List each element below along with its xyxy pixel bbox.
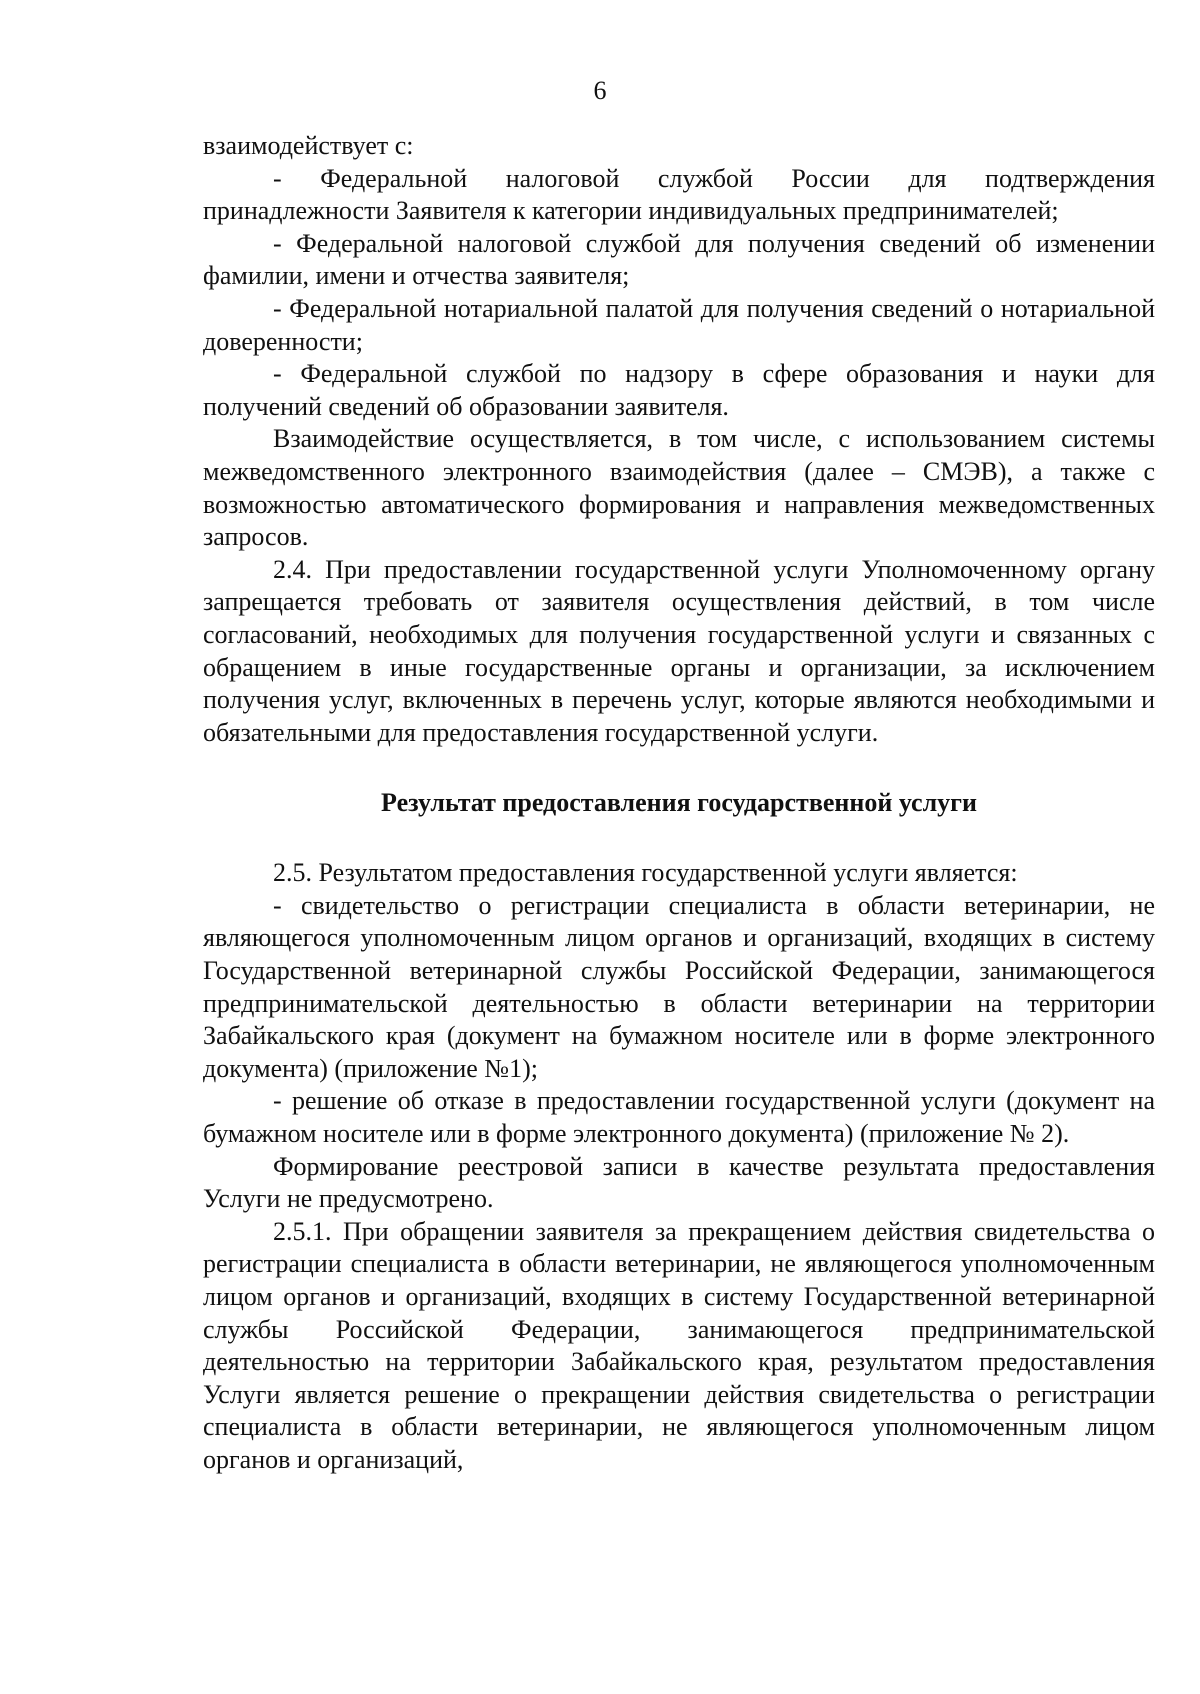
- list-item-education-service: - Федеральной службой по надзору в сфере образования и науки для получений сведений об образовании заявителя.: [203, 359, 1155, 421]
- list-item-certificate: - свидетельство о регистрации специалиста в области ветеринарии, не являющегося уполномоченным лицом органов и организаций, входящих в систему Государственной ветеринарной службы Российской Федерации, занимающегося предпринимательской деятельностью в области ветеринарии на территории Забайкальского края (документ на бумажном носителе или в форме электронного документа) (приложение №1);: [203, 890, 1155, 1083]
- list-item-fns-name-change: - Федеральной налоговой службой для получения сведений об изменении фамилии, имени и отчества заявителя;: [203, 228, 1155, 291]
- list-item-refusal: - решение об отказе в предоставлении государственной услуги (документ на бумажном носителе или в форме электронного документа) (приложение № 2).: [203, 1086, 1155, 1149]
- paragraph-continuation: взаимодействует с:: [203, 131, 414, 160]
- paragraph-registry-record: Формирование реестровой записи в качестве результата предоставления Услуги не предусмотрено.: [203, 1151, 1155, 1214]
- page-number: 6: [593, 76, 607, 105]
- section-heading: Результат предоставления государственной услуги: [381, 788, 977, 818]
- list-item-fns-russia: - Федеральной налоговой службой России для подтверждения принадлежности Заявителя к категории индивидуальных предпринимателей;: [203, 163, 1155, 226]
- paragraph-2-4: 2.4. При предоставлении государственной услуги Уполномоченному органу запрещается требовать от заявителя осуществления действий, в том числе согласований, необходимых для получения государственной услуги и связанных с обращением в иные государственные органы и организации, за исключением получения услуг, включенных в перечень услуг, которые являются необходимыми и обязательными для предоставления государственной услуги.: [203, 554, 1155, 747]
- paragraph-smev: Взаимодействие осуществляется, в том числе, с использованием системы межведомственного электронного взаимодействия (далее – СМЭВ), а также с возможностью автоматического формирования и направления межведомственных запросов.: [203, 424, 1155, 552]
- paragraph-2-5-1: 2.5.1. При обращении заявителя за прекращением действия свидетельства о регистрации специалиста в области ветеринарии, не являющегося уполномоченным лицом органов и организаций, входящих в систему Государственной ветеринарной службы Российской Федерации, занимающегося предпринимательской деятельностью на территории Забайкальского края, результатом предоставления Услуги является решение о прекращении действия свидетельства о регистрации специалиста в области ветеринарии, не являющегося уполномоченным лицом органов и организаций,: [203, 1216, 1155, 1474]
- document-body: [203, 130, 1155, 1477]
- list-item-notary-chamber: - Федеральной нотариальной палатой для получения сведений о нотариальной доверенности;: [203, 293, 1155, 356]
- paragraph-2-5: 2.5. Результатом предоставления государственной услуги является:: [273, 858, 1018, 888]
